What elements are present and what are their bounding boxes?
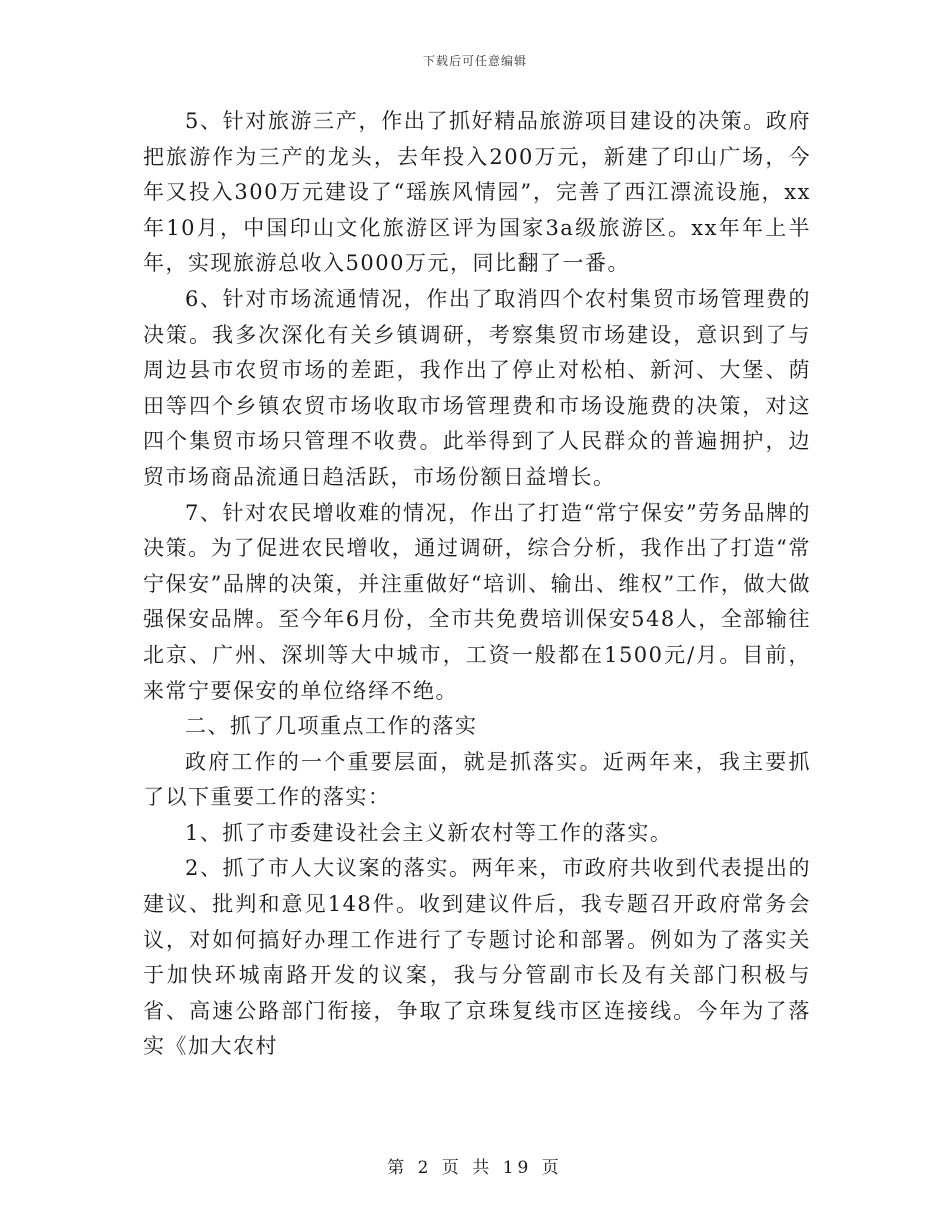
paragraph-implementation-intro: 政府工作的一个重要层面，就是抓落实。近两年来，我主要抓了以下重要工作的落实： bbox=[143, 749, 811, 810]
section-heading: 二、抓了几项重点工作的落实 bbox=[185, 714, 478, 739]
paragraph-security-brand: 7、针对农民增收难的情况，作出了打造“常宁保安”劳务品牌的决策。为了促进农民增收，通过调研，综合分析，我作出了打造“常宁保安”品牌的决策，并注重做好“培训、输出、维权”工作，做大做强保安品牌。至今年6月份，全市共免费培训保安548人，全部输往北京、广州、深圳等大中城市，工资一般都在1500元/月。目前，来常宁要保安的单位络绎不绝。 bbox=[143, 500, 811, 703]
paragraph-item-2: 2、抓了市人大议案的落实。两年来，市政府共收到代表提出的建议、批判和意见148件。收到建议件后，我专题召开政府常务会议，对如何搞好办理工作进行了专题讨论和部署。例如为了落实关于加快环城南路开发的议案，我与分管副市长及有关部门积极与省、高速公路部门衔接，争取了京珠复线市区连接线。今年为了落实《加大农村 bbox=[143, 856, 811, 1059]
page-number: 第 2 页 共 19 页 bbox=[387, 1158, 563, 1178]
paragraph-tourism: 5、针对旅游三产，作出了抓好精品旅游项目建设的决策。政府把旅游作为三产的龙头，去年投入200万元，新建了印山广场，今年又投入300万元建设了“瑶族风情园”，完善了西江漂流设施，xx年10月，中国印山文化旅游区评为国家3a级旅游区。xx年年上半年，实现旅游总收入5000万元，同比翻了一番。 bbox=[143, 109, 811, 276]
paragraph-market: 6、针对市场流通情况，作出了取消四个农村集贸市场管理费的决策。我多次深化有关乡镇调研，考察集贸市场建设，意识到了与周边县市农贸市场的差距，我作出了停止对松柏、新河、大堡、荫田等四个乡镇农贸市场收取市场管理费和市场设施费的决策，对这四个集贸市场只管理不收费。此举得到了人民群众的普遍拥护，边贸市场商品流通日趋活跃，市场份额日益增长。 bbox=[143, 286, 811, 489]
page-header: 下载后可任意编辑 bbox=[422, 54, 527, 68]
paragraph-item-1: 1、抓了市委建设社会主义新农村等工作的落实。 bbox=[185, 820, 673, 845]
document-body bbox=[143, 104, 811, 1065]
